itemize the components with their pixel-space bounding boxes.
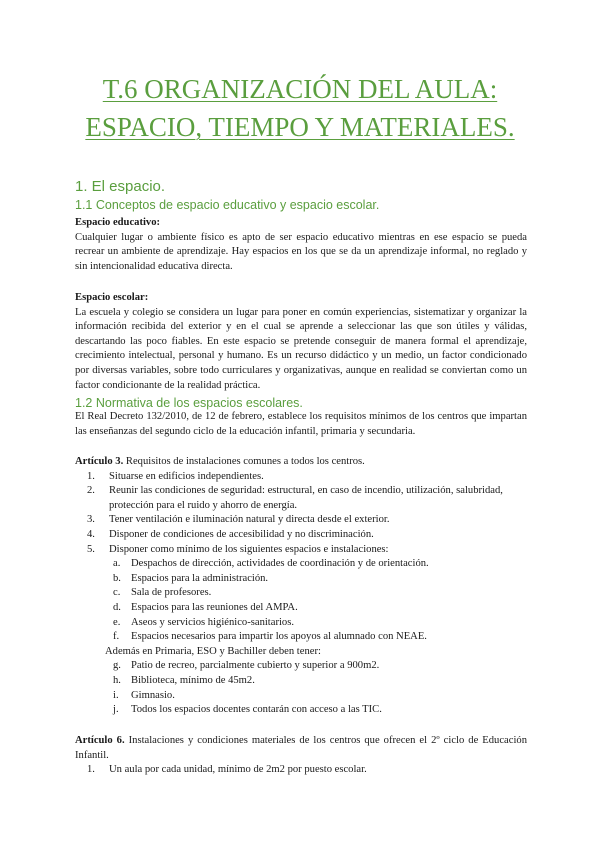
normativa-text: El Real Decreto 132/2010, de 12 de febrero, establece los requisitos mínimos de los centros que impartan las enseñanzas del segundo ciclo de la educación infantil, primaria y secundaria.: [75, 411, 527, 437]
espacio-escolar-label: Espacio escolar:: [75, 292, 149, 303]
list-item: 2. Reunir las condiciones de seguridad: estructural, en caso de incendio, utilización, salubridad, protección para el ruido y ahorro de energía.: [87, 485, 503, 511]
articulo-6-heading: [75, 734, 527, 763]
list-item: i. Gimnasio.: [113, 689, 175, 701]
articulo-3-sublist-2: [75, 659, 527, 717]
articulo-3-sublist: [75, 557, 527, 645]
espacio-educativo-label: Espacio educativo:: [75, 217, 161, 228]
espacio-escolar-block: [75, 291, 527, 393]
document-title: [40, 72, 560, 144]
articulo-6-label: Artículo 6.: [75, 735, 125, 746]
list-item: f. Espacios necesarios para impartir los apoyos al alumnado con NEAE.: [113, 631, 427, 643]
articulo-6-text: Instalaciones y condiciones materiales de los centros que ofrecen el 2º ciclo de Educación Infantil.: [75, 735, 527, 761]
list-item: 1. Situarse en edificios independientes.: [87, 470, 264, 482]
list-item: d. Espacios para las reuniones del AMPA.: [113, 601, 298, 613]
list-item: a. Despachos de dirección, actividades de coordinación y de orientación.: [113, 558, 429, 570]
ademas-text: Además en Primaria, ESO y Bachiller deben tener:: [105, 645, 321, 657]
title-line-2: ESPACIO, TIEMPO Y MATERIALES.: [85, 112, 515, 142]
articulo-3-list: [75, 470, 527, 558]
list-item: e. Aseos y servicios higiénico-sanitarios.: [113, 616, 294, 628]
espacio-educativo-text: Cualquier lugar o ambiente físico es apto de ser espacio educativo mientras en ese espacio se pueda recrear un ambiente de aprendizaje. Hay espacios en los que se da un aprendizaje informal, no reglado y sin intencionalidad educativa directa.: [75, 231, 527, 272]
list-item: c. Sala de profesores.: [113, 587, 212, 599]
articulo-6-list: [75, 763, 527, 778]
articulo-3-block: [75, 455, 527, 718]
subsection-heading-conceptos: 1.1 Conceptos de espacio educativo y espacio escolar.: [75, 198, 380, 212]
list-item: b. Espacios para la administración.: [113, 572, 269, 584]
list-item: 1. Un aula por cada unidad, mínimo de 2m2 por puesto escolar.: [87, 764, 367, 776]
articulo-3-heading: [75, 455, 527, 470]
list-item: g. Patio de recreo, parcialmente cubierto y superior a 900m2.: [113, 660, 380, 672]
list-item: h. Biblioteca, mínimo de 45m2.: [113, 674, 255, 686]
normativa-block: [75, 410, 527, 439]
section-heading-espacio: 1. El espacio.: [75, 178, 166, 195]
articulo-3-text: Requisitos de instalaciones comunes a todos los centros.: [123, 456, 365, 467]
articulo-6-block: [75, 734, 527, 778]
list-item: 5. Disponer como mínimo de los siguientes espacios e instalaciones:: [87, 543, 389, 555]
list-item: 4. Disponer de condiciones de accesibilidad y no discriminación.: [87, 528, 374, 540]
espacio-educativo-block: [75, 216, 527, 274]
title-line-1: T.6 ORGANIZACIÓN DEL AULA:: [102, 74, 498, 104]
espacio-escolar-text: La escuela y colegio se considera un lugar para poner en común experiencias, sistematizar y organizar la información recibida del exterior y en el cual se aprende a seleccionar las que son útiles y válidas, descartando las poco fiables. En este espacio se pretende conseguir de manera formal el aprendizaje, crecimiento intelectual, personal y humano. Es un recurso didáctico y un medio, un factor condicionado por diversas variables, sobre todo curriculares y organizativas, aunque en realidad se conviertan como un factor condicionante de la realidad práctica.: [75, 306, 527, 391]
list-item: 3. Tener ventilación e iluminación natural y directa desde el exterior.: [87, 514, 390, 526]
list-item: j. Todos los espacios docentes contarán con acceso a las TIC.: [113, 704, 382, 716]
articulo-3-label: Artículo 3.: [75, 456, 124, 467]
subsection-heading-normativa: 1.2 Normativa de los espacios escolares.: [75, 396, 303, 410]
